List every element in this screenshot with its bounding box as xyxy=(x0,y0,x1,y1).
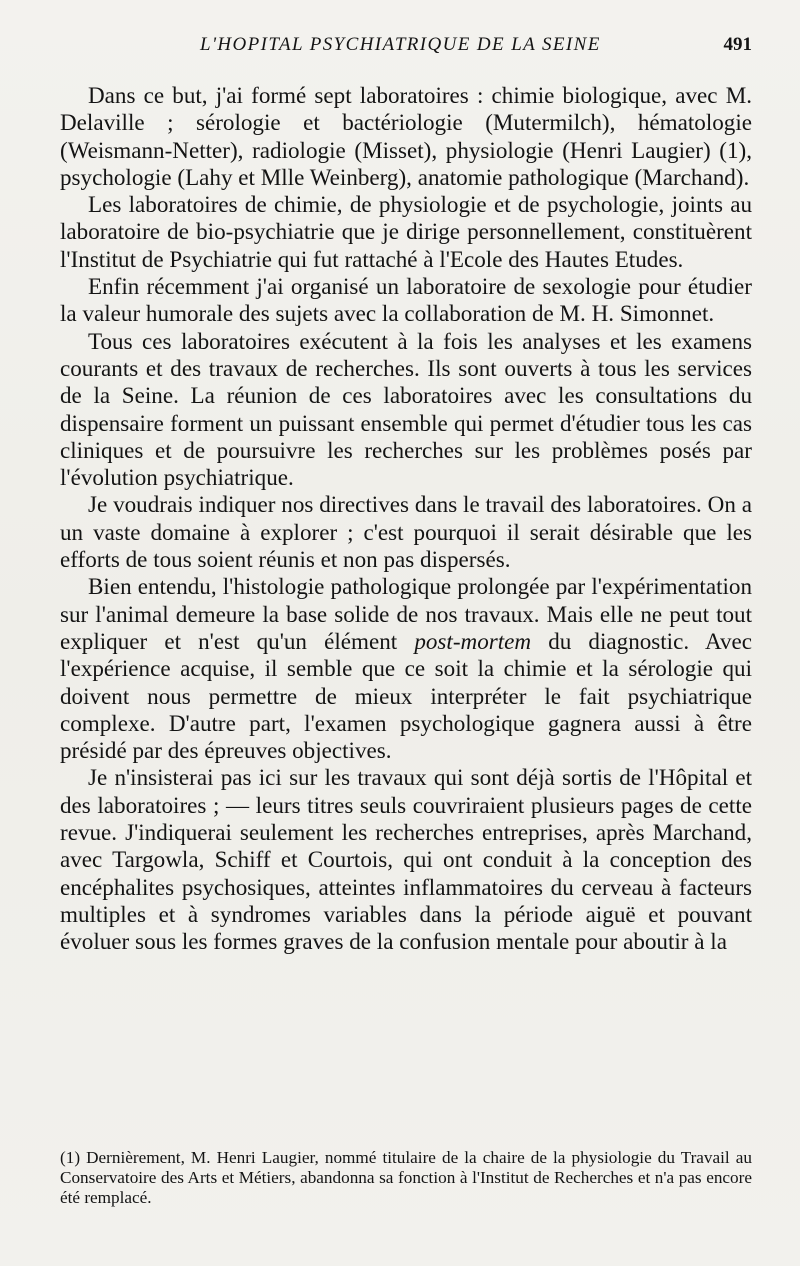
paragraph-histology xyxy=(60,573,752,764)
body-text xyxy=(60,82,752,956)
footnote xyxy=(60,1148,752,1207)
page-header xyxy=(60,34,752,60)
paragraph-works: Je n'insisterai pas ici sur les travaux qui sont déjà sortis de l'Hôpital et des laboratoires ; — leurs titres seuls couvriraient plusieurs pages de cette revue. J'indiquerai seulement les recherches entreprises, après Marchand, avec Targowla, Schiff et Courtois, qui ont conduit à la conception des encéphalites psychosiques, atteintes inflammatoires du cerveau à facteurs multiples et à syndromes variables dans la période aiguë et pouvant évoluer sous les formes graves de la confusion mentale pour aboutir à la xyxy=(60,764,752,955)
running-title: L'HOPITAL PSYCHIATRIQUE DE LA SEINE xyxy=(200,34,601,55)
paragraph-institute: Les laboratoires de chimie, de physiologie et de psychologie, joints au laboratoire de bio-psychiatrie que je dirige personnellement, constituèrent l'Institut de Psychiatrie qui fut rattaché à l'Ecole des Hautes Etudes. xyxy=(60,191,752,272)
post-mortem-term: post-mortem xyxy=(414,627,532,654)
histology-text-start: Bien entendu, l'histologie pathologique prolongée par l'expérimentation sur l'animal demeure la base solide de nos travaux. Mais elle ne peut tout expliquer et n'est qu'un élément xyxy=(60,573,752,654)
paragraph-directives: Je voudrais indiquer nos directives dans le travail des laboratoires. On a un vaste domaine à explorer ; c'est pourquoi il serait désirable que les efforts de tous soient réunis et non pas dispersés. xyxy=(60,491,752,573)
paragraph-laboratories: Dans ce but, j'ai formé sept laboratoires : chimie biologique, avec M. Delaville ; sérologie et bactériologie (Mutermilch), hématologie (Weismann-Netter), radiologie (Misset), physiologie (Henri Laugier) (1), psychologie (Lahy et Mlle Weinberg), anatomie pathologique (Marchand). xyxy=(60,82,752,190)
page-number: 491 xyxy=(723,34,752,55)
paragraph-sexology: Enfin récemment j'ai organisé un laboratoire de sexologie pour étudier la valeur humorale des sujets avec la collaboration de M. H. Simonnet. xyxy=(60,273,752,327)
footnote-text: (1) Dernièrement, M. Henri Laugier, nommé titulaire de la chaire de la physiologie du Travail au Conservatoire des Arts et Métiers, abandonna sa fonction à l'Institut de Recherches et n'a pas encore été remplacé. xyxy=(60,1148,752,1207)
histology-text-end: du diagnostic. Avec l'expérience acquise, il semble que ce soit la chimie et la sérologie qui doivent nous permettre de mieux interpréter le fait psychiatrique complexe. D'autre part, l'examen psychologique gagnera aussi à être présidé par des épreuves objectives. xyxy=(60,627,752,764)
paragraph-services: Tous ces laboratoires exécutent à la fois les analyses et les examens courants et des travaux de recherches. Ils sont ouverts à tous les services de la Seine. La réunion de ces laboratoires avec les consultations du dispensaire forment un puissant ensemble qui permet d'étudier tous les cas cliniques et de poursuivre les recherches sur les problèmes posés par l'évolution psychiatrique. xyxy=(60,327,752,491)
